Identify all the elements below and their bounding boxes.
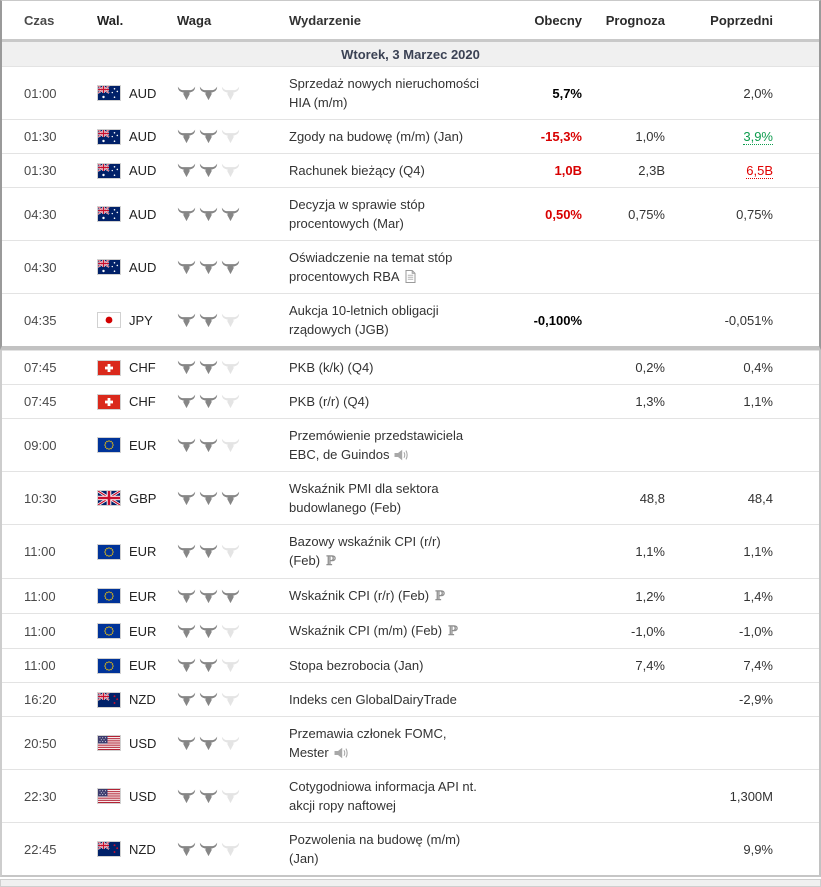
event-cell	[289, 127, 494, 146]
time-cell: 22:45	[24, 841, 57, 857]
importance-cell	[177, 394, 289, 409]
forecast-value: -1,0%	[631, 623, 665, 639]
previous-value: 0,75%	[736, 206, 773, 222]
previous-cell	[665, 313, 773, 328]
bull-empty-icon	[221, 736, 240, 751]
previous-value: -2,9%	[739, 692, 773, 707]
currency-code: NZD	[129, 841, 156, 857]
event-link[interactable]: Sprzedaż nowych nieruchomości HIA (m/m)	[289, 76, 480, 110]
bull-filled-icon	[177, 736, 196, 751]
event-link[interactable]: Wskaźnik CPI (m/m) (Feb)	[289, 623, 443, 638]
time-cell: 11:00	[24, 658, 56, 673]
calendar-row	[2, 822, 819, 875]
forecast-value: 1,0%	[635, 129, 665, 144]
currency-cell	[77, 360, 177, 376]
time-cell: 04:30	[24, 259, 57, 275]
event-link[interactable]: Stopa bezrobocia (Jan)	[289, 658, 424, 673]
bull-filled-icon	[199, 736, 218, 751]
forecast-value: 1,3%	[635, 394, 665, 409]
importance-cell	[177, 842, 289, 857]
event-link[interactable]: Zgody na budowę (m/m) (Jan)	[289, 129, 464, 144]
previous-cell	[665, 207, 773, 222]
bull-filled-icon	[177, 313, 196, 328]
previous-value: 9,9%	[743, 841, 773, 857]
forecast-cell	[582, 129, 665, 144]
previous-cell	[665, 624, 773, 639]
bull-filled-icon	[177, 589, 196, 604]
previous-value: 1,1%	[743, 544, 773, 559]
importance-cell	[177, 789, 289, 804]
importance-cell	[177, 163, 289, 178]
bull-filled-icon	[177, 692, 196, 707]
previous-value: 7,4%	[743, 658, 773, 673]
flag-australia-icon	[97, 129, 121, 145]
calendar-row	[2, 384, 819, 418]
currency-code: USD	[129, 788, 157, 804]
calendar-row	[2, 119, 819, 153]
event-cell	[289, 586, 494, 606]
calendar-row	[2, 240, 819, 293]
flag-australia-icon	[97, 259, 121, 275]
bull-filled-icon	[199, 438, 218, 453]
importance-cell	[177, 260, 289, 275]
forecast-cell	[582, 589, 665, 604]
event-link[interactable]: Przemówienie przedstawiciela EBC, de Guindos	[289, 428, 464, 462]
currency-cell	[77, 735, 177, 751]
table-header-row	[2, 1, 819, 42]
importance-cell	[177, 129, 289, 144]
bull-filled-icon	[199, 163, 218, 178]
event-cell	[289, 621, 494, 641]
forecast-value: 48,8	[639, 490, 665, 506]
event-cell	[289, 656, 494, 675]
previous-cell	[665, 544, 773, 559]
currency-cell	[77, 85, 177, 101]
time-cell: 01:30	[24, 163, 57, 178]
currency-code: CHF	[129, 394, 156, 409]
bull-filled-icon	[177, 658, 196, 673]
calendar-section-past	[0, 0, 821, 350]
bull-filled-icon	[199, 658, 218, 673]
event-link[interactable]: PKB (r/r) (Q4)	[289, 394, 370, 409]
bull-filled-icon	[199, 394, 218, 409]
time-cell: 11:00	[24, 623, 56, 639]
event-cell	[289, 532, 494, 571]
bull-empty-icon	[221, 163, 240, 178]
forecast-value: 1,2%	[635, 588, 665, 604]
speech-icon	[394, 449, 410, 461]
flag-eu-icon	[97, 544, 121, 560]
bull-empty-icon	[221, 544, 240, 559]
time-cell: 11:00	[24, 544, 56, 559]
bull-filled-icon	[177, 86, 196, 101]
previous-value: 0,4%	[743, 360, 773, 375]
event-cell	[289, 358, 494, 377]
previous-value: 1,300M	[729, 788, 773, 804]
currency-cell	[77, 544, 177, 560]
bull-empty-icon	[221, 438, 240, 453]
calendar-row	[2, 682, 819, 716]
flag-australia-icon	[97, 85, 121, 101]
time-cell: 07:45	[24, 360, 57, 375]
previous-cell	[665, 491, 773, 506]
bull-empty-icon	[221, 624, 240, 639]
previous-cell	[665, 692, 773, 707]
previous-value: 1,1%	[743, 394, 773, 409]
forecast-value: 7,4%	[635, 658, 665, 673]
bull-filled-icon	[177, 163, 196, 178]
preliminary-icon: ℙ	[326, 554, 336, 569]
currency-cell	[77, 394, 177, 410]
actual-value: -0,100%	[533, 312, 582, 328]
actual-value: -15,3%	[540, 129, 582, 144]
previous-cell	[665, 842, 773, 857]
previous-cell	[665, 163, 773, 179]
bull-filled-icon	[177, 544, 196, 559]
forecast-value: 1,1%	[635, 544, 665, 559]
date-header-label: Wtorek, 3 Marzec 2020	[341, 47, 480, 62]
column-header-importance: Waga	[177, 13, 212, 28]
event-link[interactable]: Przemawia członek FOMC, Mester	[289, 726, 447, 760]
forecast-value: 0,2%	[635, 360, 665, 375]
event-link[interactable]: Wskaźnik PMI dla sektora budowlanego (Feb)	[289, 481, 439, 515]
forecast-cell	[582, 658, 665, 673]
actual-value: 5,7%	[552, 85, 582, 101]
bull-empty-icon	[221, 789, 240, 804]
previous-cell	[665, 658, 773, 673]
time-cell: 16:20	[24, 692, 57, 707]
event-cell	[289, 830, 494, 868]
event-link[interactable]: Cotygodniowa informacja API nt. akcji ropy naftowej	[289, 779, 477, 813]
event-cell	[289, 777, 494, 815]
currency-code: AUD	[129, 85, 157, 101]
importance-cell	[177, 736, 289, 751]
event-link[interactable]: Pozwolenia na budowę (m/m) (Jan)	[289, 832, 461, 866]
currency-cell	[77, 658, 177, 674]
bull-filled-icon	[177, 360, 196, 375]
currency-cell	[77, 129, 177, 145]
forecast-cell	[582, 394, 665, 409]
importance-cell	[177, 207, 289, 222]
event-cell	[289, 392, 494, 411]
importance-cell	[177, 658, 289, 673]
calendar-row	[2, 66, 819, 119]
bull-filled-icon	[199, 129, 218, 144]
forecast-cell	[582, 491, 665, 506]
time-cell: 20:50	[24, 735, 57, 751]
bull-empty-icon	[221, 658, 240, 673]
flag-usa-icon	[97, 788, 121, 804]
actual-value: 0,50%	[545, 206, 582, 222]
previous-value: -0,051%	[724, 312, 773, 328]
currency-cell	[77, 163, 177, 179]
currency-code: AUD	[129, 163, 157, 178]
event-cell	[289, 74, 494, 112]
currency-code: USD	[129, 735, 157, 751]
flag-switzerland-icon	[97, 360, 121, 376]
bull-filled-icon	[177, 491, 196, 506]
bull-empty-icon	[221, 360, 240, 375]
time-cell: 07:45	[24, 394, 57, 409]
bull-filled-icon	[177, 207, 196, 222]
currency-code: EUR	[129, 658, 157, 673]
currency-code: CHF	[129, 360, 156, 375]
event-link[interactable]: PKB (k/k) (Q4)	[289, 360, 374, 375]
currency-cell	[77, 788, 177, 804]
currency-code: GBP	[129, 490, 157, 506]
bull-filled-icon	[177, 129, 196, 144]
rows-upcoming-container	[2, 350, 819, 875]
importance-cell	[177, 589, 289, 604]
flag-new-zealand-icon	[97, 841, 121, 857]
actual-value: 1,0B	[554, 163, 582, 178]
calendar-row	[2, 648, 819, 682]
actual-cell	[494, 163, 582, 178]
currency-cell	[77, 437, 177, 453]
importance-cell	[177, 544, 289, 559]
calendar-row	[2, 578, 819, 613]
currency-cell	[77, 692, 177, 708]
event-link[interactable]: Bazowy wskaźnik CPI (r/r) (Feb)	[289, 534, 441, 568]
calendar-section-upcoming	[0, 350, 821, 877]
preliminary-icon: ℙ	[435, 589, 445, 604]
column-header-previous: Poprzedni	[710, 13, 773, 28]
importance-cell	[177, 692, 289, 707]
importance-cell	[177, 624, 289, 639]
calendar-row	[2, 350, 819, 384]
bull-filled-icon	[221, 491, 240, 506]
time-cell: 01:00	[24, 85, 57, 101]
currency-code: EUR	[129, 437, 157, 453]
previous-value: 1,4%	[743, 588, 773, 604]
currency-cell	[77, 206, 177, 222]
forecast-value: 2,3B	[638, 163, 665, 178]
bull-filled-icon	[177, 438, 196, 453]
calendar-row	[2, 293, 819, 346]
currency-code: AUD	[129, 206, 157, 222]
calendar-row	[2, 187, 819, 240]
previous-value: 2,0%	[743, 85, 773, 101]
time-cell: 04:35	[24, 312, 57, 328]
event-cell	[289, 248, 494, 286]
flag-australia-icon	[97, 163, 121, 179]
previous-cell	[665, 789, 773, 804]
flag-eu-icon	[97, 658, 121, 674]
time-cell: 04:30	[24, 206, 57, 222]
flag-eu-icon	[97, 437, 121, 453]
currency-code: EUR	[129, 588, 157, 604]
speech-icon	[334, 747, 350, 759]
bull-filled-icon	[221, 260, 240, 275]
bull-empty-icon	[221, 394, 240, 409]
time-cell: 10:30	[24, 490, 57, 506]
actual-cell	[494, 313, 582, 328]
bull-filled-icon	[199, 260, 218, 275]
preliminary-icon: ℙ	[448, 624, 458, 639]
event-link[interactable]: Indeks cen GlobalDairyTrade	[289, 692, 457, 707]
bull-empty-icon	[221, 129, 240, 144]
forecast-cell	[582, 544, 665, 559]
event-link[interactable]: Oświadczenie na temat stóp procentowych RBA	[289, 250, 453, 284]
currency-code: AUD	[129, 129, 157, 144]
bull-filled-icon	[199, 491, 218, 506]
bull-filled-icon	[221, 589, 240, 604]
event-cell	[289, 479, 494, 517]
currency-code: AUD	[129, 259, 157, 275]
currency-cell	[77, 490, 177, 506]
currency-code: EUR	[129, 623, 157, 639]
previous-cell	[665, 129, 773, 145]
forecast-value: 0,75%	[628, 206, 665, 222]
bull-filled-icon	[177, 842, 196, 857]
previous-cell	[665, 360, 773, 375]
bull-filled-icon	[177, 260, 196, 275]
flag-japan-icon	[97, 312, 121, 328]
event-link[interactable]: Decyzja w sprawie stóp procentowych (Mar)	[289, 197, 425, 231]
bull-filled-icon	[199, 313, 218, 328]
calendar-row	[2, 418, 819, 471]
previous-value: -1,0%	[739, 623, 773, 639]
column-header-time: Czas	[24, 13, 55, 28]
event-link[interactable]: Wskaźnik CPI (r/r) (Feb)	[289, 588, 430, 603]
actual-cell	[494, 86, 582, 101]
time-cell: 09:00	[24, 437, 57, 453]
report-icon[interactable]	[405, 270, 416, 283]
column-header-currency: Wal.	[97, 13, 124, 28]
bull-empty-icon	[221, 692, 240, 707]
bull-filled-icon	[221, 207, 240, 222]
column-header-actual: Obecny	[534, 13, 582, 28]
date-header-row	[2, 42, 819, 66]
forecast-cell	[582, 163, 665, 178]
event-cell	[289, 690, 494, 709]
bull-filled-icon	[177, 789, 196, 804]
forecast-cell	[582, 207, 665, 222]
horizontal-scrollbar[interactable]	[0, 879, 821, 887]
bull-filled-icon	[177, 624, 196, 639]
currency-cell	[77, 259, 177, 275]
event-cell	[289, 724, 494, 762]
flag-switzerland-icon	[97, 394, 121, 410]
event-cell	[289, 426, 494, 464]
time-cell: 01:30	[24, 129, 57, 144]
previous-value: 48,4	[747, 490, 773, 506]
bull-empty-icon	[221, 842, 240, 857]
bull-filled-icon	[177, 394, 196, 409]
bull-empty-icon	[221, 313, 240, 328]
forecast-cell	[582, 360, 665, 375]
bull-filled-icon	[199, 692, 218, 707]
currency-code: NZD	[129, 692, 156, 707]
currency-cell	[77, 841, 177, 857]
calendar-row	[2, 613, 819, 648]
calendar-row	[2, 769, 819, 822]
column-header-forecast: Prognoza	[605, 13, 665, 28]
actual-cell	[494, 207, 582, 222]
actual-cell	[494, 129, 582, 144]
previous-cell	[665, 589, 773, 604]
flag-uk-icon	[97, 490, 121, 506]
bull-filled-icon	[199, 360, 218, 375]
flag-eu-icon	[97, 623, 121, 639]
flag-australia-icon	[97, 206, 121, 222]
previous-cell	[665, 86, 773, 101]
column-header-event: Wydarzenie	[289, 13, 362, 28]
bull-filled-icon	[199, 207, 218, 222]
currency-code: JPY	[129, 312, 153, 328]
bull-filled-icon	[199, 789, 218, 804]
currency-cell	[77, 312, 177, 328]
bull-filled-icon	[199, 544, 218, 559]
time-cell: 22:30	[24, 788, 57, 804]
event-cell	[289, 301, 494, 339]
event-cell	[289, 161, 494, 180]
currency-code: EUR	[129, 544, 157, 559]
bull-filled-icon	[199, 589, 218, 604]
calendar-row	[2, 524, 819, 578]
bull-filled-icon	[199, 86, 218, 101]
flag-new-zealand-icon	[97, 692, 121, 708]
importance-cell	[177, 313, 289, 328]
flag-eu-icon	[97, 588, 121, 604]
calendar-row	[2, 471, 819, 524]
event-link[interactable]: Aukcja 10-letnich obligacji rządowych (JGB)	[289, 303, 439, 337]
currency-cell	[77, 623, 177, 639]
event-cell	[289, 195, 494, 233]
previous-value: 3,9%	[743, 128, 773, 144]
calendar-row	[2, 153, 819, 187]
importance-cell	[177, 438, 289, 453]
bull-filled-icon	[199, 624, 218, 639]
bull-filled-icon	[199, 842, 218, 857]
importance-cell	[177, 491, 289, 506]
importance-cell	[177, 360, 289, 375]
bull-empty-icon	[221, 86, 240, 101]
importance-cell	[177, 86, 289, 101]
forecast-cell	[582, 624, 665, 639]
previous-cell	[665, 394, 773, 409]
time-cell: 11:00	[24, 588, 56, 604]
calendar-row	[2, 716, 819, 769]
rows-past-container	[2, 66, 819, 346]
flag-usa-icon	[97, 735, 121, 751]
currency-cell	[77, 588, 177, 604]
previous-value: 6,5B	[746, 162, 773, 178]
event-link[interactable]: Rachunek bieżący (Q4)	[289, 163, 425, 178]
